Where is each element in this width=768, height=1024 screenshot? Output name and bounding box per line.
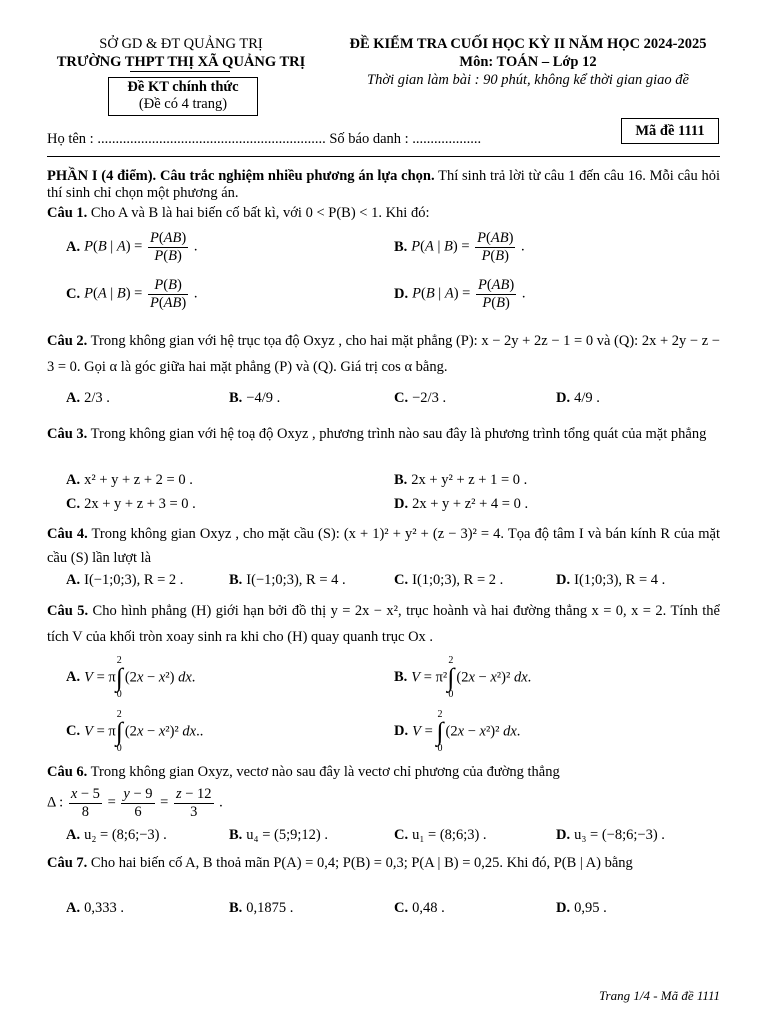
option-label: A.	[66, 572, 81, 588]
option-label: C.	[66, 285, 81, 302]
q7-option-d[interactable]	[556, 898, 607, 918]
header-right	[328, 35, 728, 89]
option-label: A.	[66, 472, 81, 488]
option-text: 0,1875 .	[246, 900, 294, 916]
q2-option-d[interactable]	[556, 388, 600, 408]
option-label: C.	[394, 572, 409, 588]
department-name: SỞ GD & ĐT QUẢNG TRỊ	[99, 36, 263, 52]
q3-option-d[interactable]	[394, 494, 528, 514]
question-text: Trong không gian Oxyz , cho mặt cầu (S): (x + 1)² + y² + (z − 3)² = 4. Tọa độ tâm I và bán kính R của mặt cầu (S) lần lượt là	[47, 526, 720, 566]
option-text: 0,333 .	[84, 900, 124, 916]
q7-option-c[interactable]	[394, 898, 445, 918]
q2-option-c[interactable]	[394, 388, 446, 408]
question-label: Câu 7.	[47, 855, 88, 871]
q2-option-a[interactable]	[66, 388, 110, 408]
q5-option-a[interactable]: A. V = π 2 ∫ 0 (2x − x²) dx.	[66, 655, 196, 700]
option-text: 0,95 .	[574, 900, 607, 916]
question-label: Câu 5.	[47, 603, 89, 619]
option-label: D.	[394, 496, 409, 512]
question-text: Trong không gian với hệ toạ độ Oxyz , phương trình nào sau đây là phương trình tổng quát của mặt phẳng	[87, 426, 707, 442]
option-label: B.	[229, 572, 243, 588]
q4-option-d[interactable]	[556, 570, 665, 590]
option-label: B.	[394, 472, 408, 488]
option-label: D.	[556, 390, 571, 406]
student-info-line: Họ tên : ............................................................... Số báo danh : ...................	[47, 131, 482, 147]
q4-option-c[interactable]	[394, 570, 503, 590]
page-count-label: (Đề có 4 trang)	[138, 96, 228, 112]
option-label: C.	[394, 827, 409, 843]
q1-option-a[interactable]: A. P(B | A) = $\frac{P(AB)}{P(B)}$ .	[66, 230, 198, 264]
q4-option-a[interactable]	[66, 570, 183, 590]
q2-option-b[interactable]	[229, 388, 280, 408]
part1-instructions	[47, 168, 720, 202]
option-label: D.	[556, 827, 571, 843]
header-left	[50, 35, 312, 71]
option-label: D.	[394, 285, 409, 302]
question-7	[47, 851, 720, 875]
option-text: I(1;0;3), R = 4 .	[574, 572, 666, 588]
option-label: B.	[229, 390, 243, 406]
question-6	[47, 762, 720, 782]
question-label: Câu 3.	[47, 426, 88, 442]
option-text: I(1;0;3), R = 2 .	[412, 572, 504, 588]
q6-option-c[interactable]	[394, 825, 487, 845]
option-label: D.	[556, 572, 571, 588]
question-text: Cho hai biến cố A, B thoả mãn P(A) = 0,4; P(B) = 0,3; P(A | B) = 0,25. Khi đó, P(B | A) bằng	[87, 855, 633, 871]
q5-option-c[interactable]: C. V = π 2 ∫ 0 (2x − x²)² dx..	[66, 709, 204, 754]
option-text: I(−1;0;3), R = 2 .	[84, 572, 184, 588]
q6-option-b[interactable]	[229, 825, 328, 845]
question-text: Cho hình phẳng (H) giới hạn bởi đồ thị y = 2x − x², trục hoành và hai đường thẳng x = 0, x = 2. Tính thể tích V của khối tròn xoay sinh ra khi cho (H) quay quanh trục Ox .	[47, 603, 720, 645]
question-label: Câu 4.	[47, 526, 88, 542]
option-label: C.	[66, 496, 81, 512]
exam-code-box: Mã đề 1111	[621, 118, 719, 144]
option-text: 2x + y² + z + 1 = 0 .	[411, 472, 528, 488]
option-label: A.	[66, 238, 81, 255]
part1-title: PHẦN I (4 điểm). Câu trắc nghiệm nhiều phương án lựa chọn.	[47, 168, 435, 184]
option-text: u₄ = (5;9;12) .	[246, 827, 328, 843]
question-1	[47, 203, 720, 223]
option-text: 2x + y + z² + 4 = 0 .	[412, 496, 529, 512]
option-label: A.	[66, 390, 81, 406]
option-text: I(−1;0;3), R = 4 .	[246, 572, 346, 588]
option-text: 2/3 .	[84, 390, 110, 406]
official-exam-box	[108, 77, 258, 116]
q4-option-b[interactable]	[229, 570, 346, 590]
option-label: C.	[394, 390, 409, 406]
option-label: D.	[556, 900, 571, 916]
question-label: Câu 6.	[47, 764, 88, 780]
school-name: TRƯỜNG THPT THỊ XÃ QUẢNG TRỊ	[56, 54, 306, 70]
option-text: 0,48 .	[412, 900, 445, 916]
question-5	[47, 598, 720, 650]
exam-title: ĐỀ KIỂM TRA CUỐI HỌC KỲ II NĂM HỌC 2024-2025	[349, 36, 707, 52]
part1-desc: Thí sinh trả lời từ câu 1 đến câu 16. Mỗi câu hỏi thí sinh chỉ chọn một phương án.	[47, 168, 720, 201]
option-text: u₁ = (8;6;3) .	[412, 827, 487, 843]
option-label: C.	[394, 900, 409, 916]
q1-option-b[interactable]: B. P(A | B) = $\frac{P(AB)}{P(B)}$ .	[394, 230, 525, 264]
q6-option-d[interactable]	[556, 825, 665, 845]
option-text: u₃ = (−8;6;−3) .	[574, 827, 665, 843]
q5-option-b[interactable]: B. V = π² 2 ∫ 0 (2x − x²)² dx.	[394, 655, 532, 700]
option-text: 2x + y + z + 3 = 0 .	[84, 496, 196, 512]
subject-line: Môn: TOÁN – Lớp 12	[459, 54, 597, 70]
page-footer: Trang 1/4 - Mã đề 1111	[599, 988, 720, 1003]
underline-divider	[130, 71, 230, 72]
time-line: Thời gian làm bài : 90 phút, không kể thời gian giao đề	[367, 72, 689, 88]
option-label: A.	[66, 900, 81, 916]
q1-option-c[interactable]: C. P(A | B) = $\frac{P(B)}{P(AB)}$ .	[66, 277, 198, 311]
option-text: −2/3 .	[412, 390, 447, 406]
question-2	[47, 328, 720, 380]
q3-option-c[interactable]	[66, 494, 196, 514]
q3-option-b[interactable]	[394, 470, 527, 490]
question-4	[47, 522, 720, 570]
question-text: Trong không gian Oxyz, vectơ nào sau đây là vectơ chỉ phương của đường thẳng	[87, 764, 560, 780]
option-label: A.	[66, 827, 81, 843]
official-label: Đề KT chính thức	[127, 79, 239, 95]
question-3	[47, 424, 720, 444]
q7-option-a[interactable]	[66, 898, 124, 918]
option-label: B.	[229, 900, 243, 916]
q1-option-d[interactable]: D. P(B | A) = $\frac{P(AB)}{P(\overline{B})}$ .	[394, 277, 526, 311]
q5-option-d[interactable]: D. V = 2 ∫ 0 (2x − x²)² dx.	[394, 709, 521, 754]
question-label: Câu 1.	[47, 205, 88, 221]
option-text: 4/9 .	[574, 390, 600, 406]
question-text: Trong không gian với hệ trục tọa độ Oxyz , cho hai mặt phẳng (P): x − 2y + 2z − 1 = 0 và (Q): 2x + 2y − z − 3 = 0. Gọi α là góc giữa hai mặt phẳng (P) và (Q). Giá trị cos α bằng.	[47, 333, 720, 375]
option-label: B.	[229, 827, 243, 843]
question-text: Cho A và B là hai biến cố bất kì, với 0 < P(B) < 1. Khi đó:	[87, 205, 430, 221]
header-divider	[47, 156, 720, 157]
option-text: x² + y + z + 2 = 0 .	[84, 472, 193, 488]
option-label: B.	[394, 238, 408, 255]
option-text: u₂ = (8;6;−3) .	[84, 827, 167, 843]
q3-option-a[interactable]	[66, 470, 193, 490]
question-label: Câu 2.	[47, 333, 88, 349]
option-text: −4/9 .	[246, 390, 281, 406]
q6-option-a[interactable]	[66, 825, 167, 845]
q6-line-equation: Δ : $\frac{x - 5}{8}$ = $\frac{y - 9}{6}$ = $\frac{z - 12}{3}$ .	[47, 786, 223, 820]
q7-option-b[interactable]	[229, 898, 293, 918]
